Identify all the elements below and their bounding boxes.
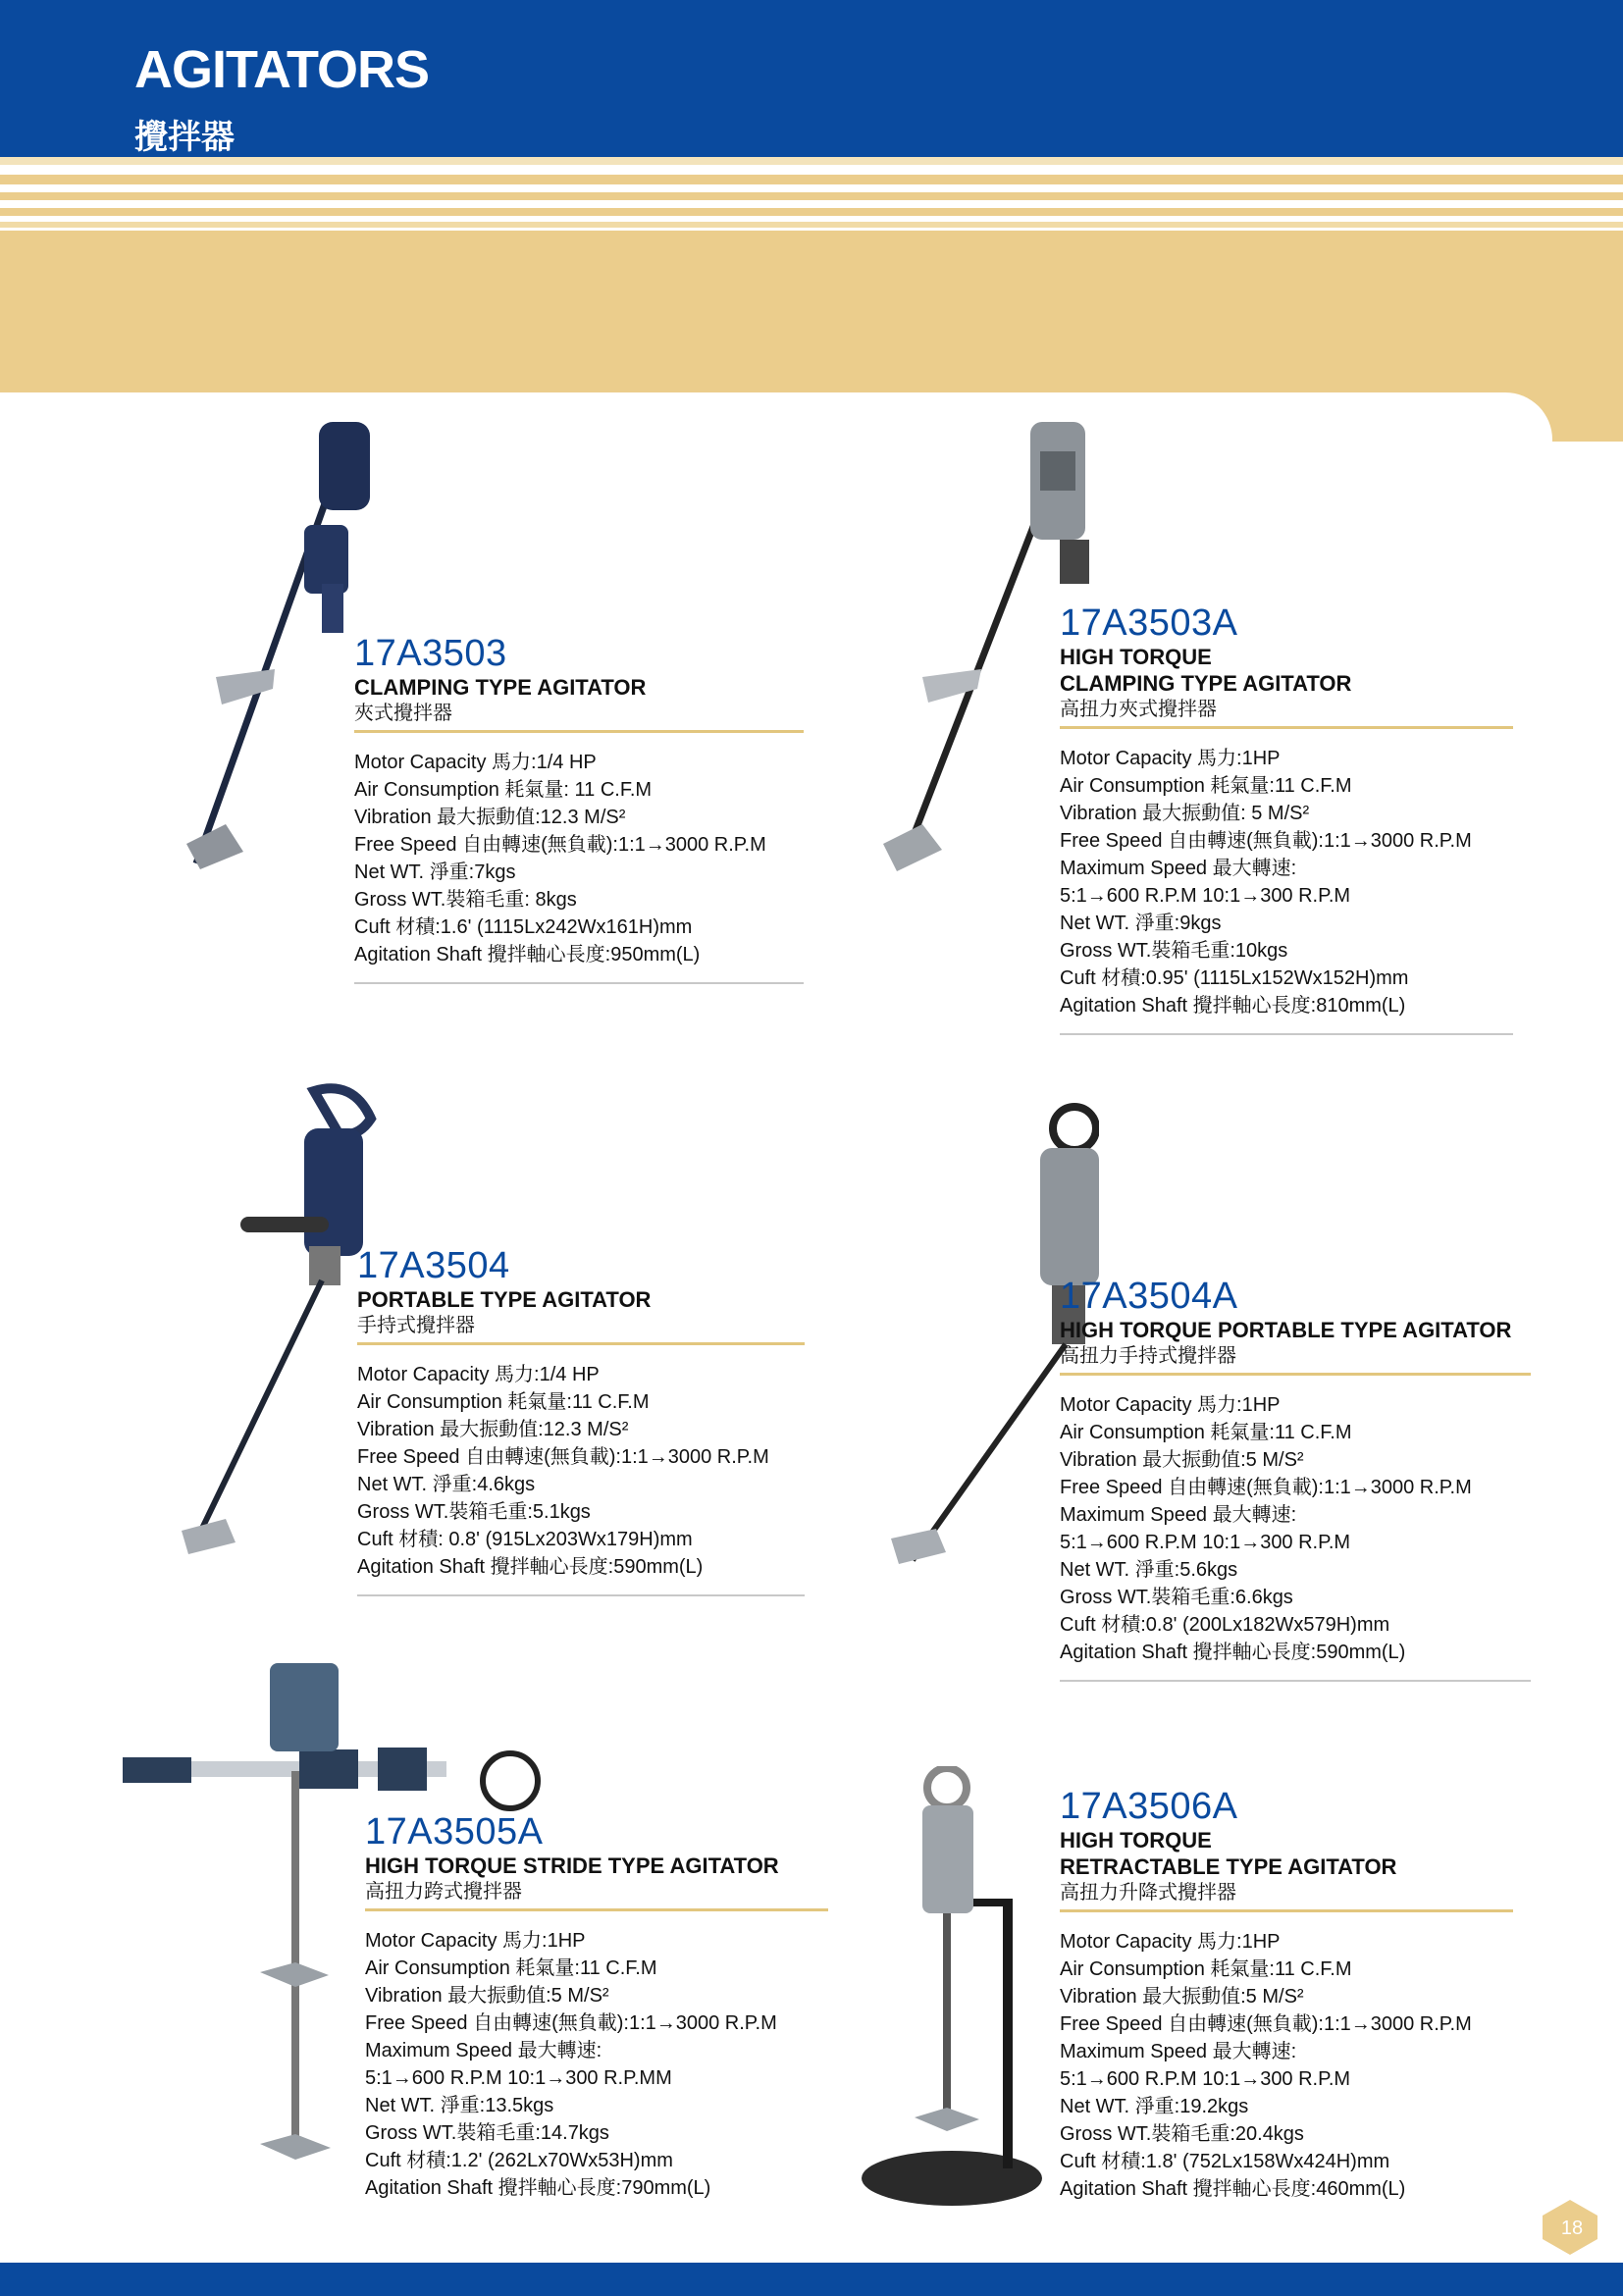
- product-name: HIGH TORQUE: [1060, 1828, 1212, 1852]
- decor-stripe: [0, 157, 1623, 165]
- spec-line: Vibration 最大振動值:12.3 M/S²: [357, 1419, 629, 1440]
- spec-line: Free Speed 自由轉速(無負載):1:1→3000 R.P.M: [1060, 830, 1472, 852]
- divider: [354, 730, 804, 733]
- divider: [357, 1594, 805, 1596]
- decor-stripe: [0, 208, 1623, 216]
- page-number: 18: [1560, 2218, 1584, 2239]
- spec-line: Gross WT.裝箱毛重: 8kgs: [354, 889, 577, 911]
- spec-line: Maximum Speed 最大轉速:: [1060, 2041, 1297, 2062]
- product-name: HIGH TORQUE PORTABLE TYPE AGITATOR: [1060, 1318, 1512, 1342]
- spec-line: Gross WT.裝箱毛重:6.6kgs: [1060, 1587, 1293, 1608]
- spec-line: Maximum Speed 最大轉速:: [1060, 858, 1297, 879]
- decor-stripe: [0, 192, 1623, 200]
- spec-line: Motor Capacity 馬力:1/4 HP: [357, 1364, 600, 1385]
- product-17A3503: [354, 633, 804, 984]
- divider: [1060, 726, 1513, 729]
- model-number: 17A3504: [357, 1245, 510, 1286]
- spec-line: Gross WT.裝箱毛重:10kgs: [1060, 940, 1288, 962]
- spec-line: Air Consumption 耗氣量:11 C.F.M: [1060, 1958, 1352, 1980]
- spec-line: Agitation Shaft 攪拌軸心長度:810mm(L): [1060, 995, 1406, 1017]
- spec-line: Air Consumption 耗氣量:11 C.F.M: [1060, 1422, 1352, 1443]
- spec-line: Free Speed 自由轉速(無負載):1:1→3000 R.P.M: [365, 2012, 777, 2034]
- product-name-chinese: 手持式攪拌器: [357, 1315, 475, 1336]
- product-name: CLAMPING TYPE AGITATOR: [354, 675, 647, 700]
- product-name: CLAMPING TYPE AGITATOR: [1060, 671, 1352, 696]
- divider: [365, 1908, 828, 1911]
- footer-band: [0, 2263, 1623, 2296]
- product-name-chinese: 高扭力夾式攪拌器: [1060, 699, 1217, 720]
- model-number: 17A3504A: [1060, 1276, 1238, 1317]
- spec-line: Air Consumption 耗氣量:11 C.F.M: [365, 1957, 657, 1979]
- spec-line: Vibration 最大振動值:5 M/S²: [1060, 1986, 1304, 2008]
- decor-stripe: [0, 222, 1623, 228]
- spec-line: Cuft 材積:1.8' (752Lx158Wx424H)mm: [1060, 2151, 1390, 2172]
- spec-line: Air Consumption 耗氣量:11 C.F.M: [357, 1391, 650, 1413]
- spec-line: Maximum Speed 最大轉速:: [365, 2040, 602, 2061]
- divider: [1060, 1909, 1513, 1912]
- spec-line: Agitation Shaft 攪拌軸心長度:950mm(L): [354, 944, 701, 965]
- divider: [1060, 1680, 1531, 1682]
- spec-line: Free Speed 自由轉速(無負載):1:1→3000 R.P.M: [357, 1446, 769, 1468]
- spec-line: Gross WT.裝箱毛重:20.4kgs: [1060, 2123, 1304, 2145]
- spec-line: Free Speed 自由轉速(無負載):1:1→3000 R.P.M: [354, 834, 766, 856]
- spec-line: Air Consumption 耗氣量:11 C.F.M: [1060, 775, 1352, 797]
- model-number: 17A3503: [354, 633, 507, 674]
- spec-line: Agitation Shaft 攪拌軸心長度:590mm(L): [1060, 1642, 1406, 1663]
- product-name: RETRACTABLE TYPE AGITATOR: [1060, 1854, 1397, 1879]
- spec-line: Agitation Shaft 攪拌軸心長度:790mm(L): [365, 2177, 711, 2199]
- product-17A3503A: [1060, 602, 1513, 1035]
- spec-line: Vibration 最大振動值:12.3 M/S²: [354, 807, 626, 828]
- spec-line: Net WT. 淨重:7kgs: [354, 861, 516, 883]
- spec-line: Cuft 材積:1.6' (1115Lx242Wx161H)mm: [354, 916, 693, 938]
- product-name-chinese: 高扭力升降式攪拌器: [1060, 1882, 1236, 1904]
- divider: [1060, 1373, 1531, 1376]
- spec-line: Net WT. 淨重:13.5kgs: [365, 2095, 554, 2116]
- product-name: HIGH TORQUE: [1060, 645, 1212, 669]
- spec-line: Net WT. 淨重:9kgs: [1060, 913, 1222, 934]
- product-name: PORTABLE TYPE AGITATOR: [357, 1287, 652, 1312]
- spec-line: Free Speed 自由轉速(無負載):1:1→3000 R.P.M: [1060, 1477, 1472, 1498]
- spec-line: Motor Capacity 馬力:1HP: [1060, 1931, 1281, 1953]
- spec-line: Gross WT.裝箱毛重:14.7kgs: [365, 2122, 609, 2144]
- spec-line: Free Speed 自由轉速(無負載):1:1→3000 R.P.M: [1060, 2013, 1472, 2035]
- spec-line: Motor Capacity 馬力:1HP: [365, 1930, 586, 1952]
- spec-line: Maximum Speed 最大轉速:: [1060, 1504, 1297, 1526]
- spec-line: Agitation Shaft 攪拌軸心長度:590mm(L): [357, 1556, 704, 1578]
- spec-line: 5:1→600 R.P.M 10:1→300 R.P.M: [1060, 2068, 1351, 2090]
- product-17A3505A: [365, 1811, 828, 2202]
- spec-line: Gross WT.裝箱毛重:5.1kgs: [357, 1501, 591, 1523]
- divider: [1060, 1033, 1513, 1035]
- page-title: AGITATORS: [134, 40, 429, 99]
- spec-line: Motor Capacity 馬力:1/4 HP: [354, 752, 597, 773]
- spec-line: 5:1→600 R.P.M 10:1→300 R.P.MM: [365, 2067, 672, 2089]
- product-17A3504A: [1060, 1276, 1531, 1682]
- model-number: 17A3506A: [1060, 1786, 1238, 1827]
- product-17A3506A: [1060, 1786, 1513, 2203]
- model-number: 17A3505A: [365, 1811, 544, 1852]
- spec-line: Vibration 最大振動值:5 M/S²: [365, 1985, 609, 2007]
- spec-line: Motor Capacity 馬力:1HP: [1060, 1394, 1281, 1416]
- spec-line: Net WT. 淨重:5.6kgs: [1060, 1559, 1238, 1581]
- model-number: 17A3503A: [1060, 602, 1238, 644]
- spec-line: Cuft 材積:0.95' (1115Lx152Wx152H)mm: [1060, 967, 1409, 989]
- spec-line: Cuft 材積:0.8' (200Lx182Wx579H)mm: [1060, 1614, 1390, 1636]
- divider: [354, 982, 804, 984]
- product-name: HIGH TORQUE STRIDE TYPE AGITATOR: [365, 1853, 779, 1878]
- spec-line: 5:1→600 R.P.M 10:1→300 R.P.M: [1060, 885, 1351, 907]
- spec-line: Air Consumption 耗氣量: 11 C.F.M: [354, 779, 653, 801]
- spec-line: Vibration 最大振動值:5 M/S²: [1060, 1449, 1304, 1471]
- product-name-chinese: 高扭力手持式攪拌器: [1060, 1345, 1236, 1367]
- page-title-chinese: 攪拌器: [134, 119, 235, 156]
- spec-line: Net WT. 淨重:4.6kgs: [357, 1474, 536, 1495]
- product-17A3504: [357, 1245, 805, 1596]
- divider: [357, 1342, 805, 1345]
- spec-line: Vibration 最大振動值: 5 M/S²: [1060, 803, 1310, 824]
- spec-line: Net WT. 淨重:19.2kgs: [1060, 2096, 1249, 2117]
- product-name-chinese: 夾式攪拌器: [354, 703, 452, 724]
- product-image-17A3506A: [854, 1766, 1050, 2218]
- decor-stripe: [0, 175, 1623, 184]
- spec-line: Agitation Shaft 攪拌軸心長度:460mm(L): [1060, 2178, 1406, 2200]
- product-name-chinese: 高扭力跨式攪拌器: [365, 1881, 522, 1903]
- spec-line: 5:1→600 R.P.M 10:1→300 R.P.M: [1060, 1532, 1351, 1553]
- spec-line: Cuft 材積:1.2' (262Lx70Wx53H)mm: [365, 2150, 673, 2171]
- spec-line: Cuft 材積: 0.8' (915Lx203Wx179H)mm: [357, 1529, 693, 1550]
- spec-line: Motor Capacity 馬力:1HP: [1060, 748, 1281, 769]
